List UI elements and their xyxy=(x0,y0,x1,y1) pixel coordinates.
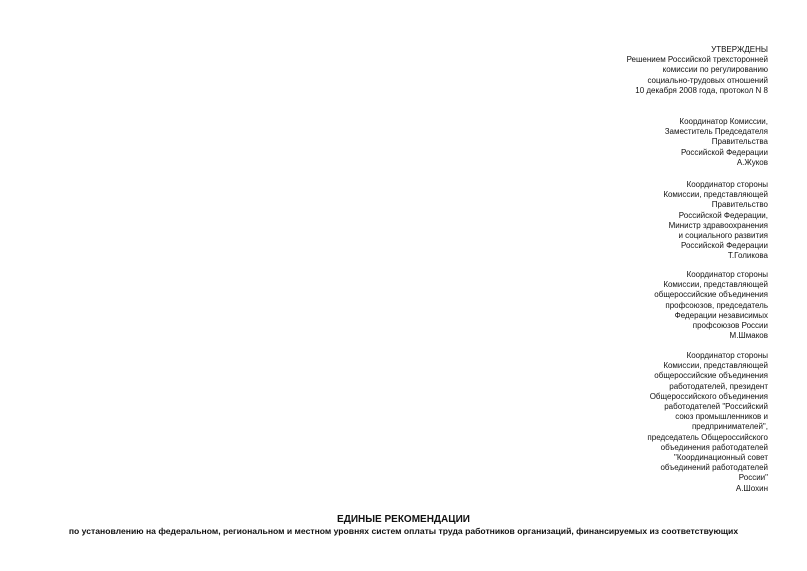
signatory-line: союз промышленников и xyxy=(675,412,768,422)
approval-line: УТВЕРЖДЕНЫ xyxy=(711,45,768,54)
signatory-line: работодателей, президент xyxy=(669,381,768,391)
signatory-line: Комиссии, представляющей xyxy=(663,190,768,200)
signatory-block xyxy=(654,270,768,341)
signatory-name: А.Жуков xyxy=(736,157,768,167)
signatory-line: Координатор стороны xyxy=(686,180,768,189)
signatory-line: Заместитель Председателя xyxy=(664,127,768,137)
signatory-name: Т.Голикова xyxy=(727,251,768,261)
approval-stamp xyxy=(627,45,768,96)
signatory-block xyxy=(663,180,768,262)
signatory-name: А.Шохин xyxy=(735,483,768,493)
signatory-line: предпринимателей", xyxy=(691,422,768,432)
signatory-line: России" xyxy=(738,473,768,483)
signatory-line: Правительства xyxy=(711,137,768,147)
signatory-line: Комиссии, представляющей xyxy=(663,280,768,290)
signatory-block xyxy=(665,117,768,168)
signatory-line: общероссийские объединения xyxy=(654,290,768,300)
signatory-name: М.Шмаков xyxy=(729,331,768,341)
signatory-line: общероссийские объединения xyxy=(654,371,768,381)
document-subtitle: по установлению на федеральном, региональном и местном уровнях систем оплаты труда работников организаций, финансируемых из соответствующих xyxy=(68,526,739,536)
document-title: ЕДИНЫЕ РЕКОМЕНДАЦИИ xyxy=(337,514,470,525)
approval-line: социально-трудовых отношений xyxy=(647,75,768,85)
signatory-line: Российской Федерации xyxy=(681,241,768,251)
signatory-line: работодателей "Российский xyxy=(664,402,768,412)
signatory-line: Координатор Комиссии, xyxy=(679,117,768,126)
signatory-block xyxy=(647,351,768,494)
signatory-line: Правительство xyxy=(711,200,768,210)
approval-line: Решением Российской трехсторонней xyxy=(626,55,768,65)
signatory-line: Федерации независимых xyxy=(674,310,768,320)
signatory-line: и социального развития xyxy=(678,231,768,241)
signatory-line: Министр здравоохранения xyxy=(668,220,768,230)
signatory-line: Общероссийского объединения xyxy=(649,391,768,401)
signatory-line: Российской Федерации, xyxy=(678,210,768,220)
signatory-line: Координатор стороны xyxy=(686,351,768,360)
signatory-line: Российской Федерации xyxy=(681,147,768,157)
approval-line: комиссии по регулированию xyxy=(662,65,768,75)
signatory-line: Комиссии, представляющей xyxy=(663,361,768,371)
signatory-line: профсоюзов, председатель xyxy=(665,300,768,310)
signatory-line: Координатор стороны xyxy=(686,270,768,279)
approval-line: 10 декабря 2008 года, протокол N 8 xyxy=(635,85,768,95)
signatory-line: председатель Общероссийского xyxy=(647,432,768,442)
signatory-line: профсоюзов России xyxy=(692,321,768,331)
signatory-line: объединения работодателей xyxy=(660,442,768,452)
signatory-line: "Координационный совет xyxy=(674,453,768,463)
signatory-line: объединений работодателей xyxy=(660,463,768,473)
